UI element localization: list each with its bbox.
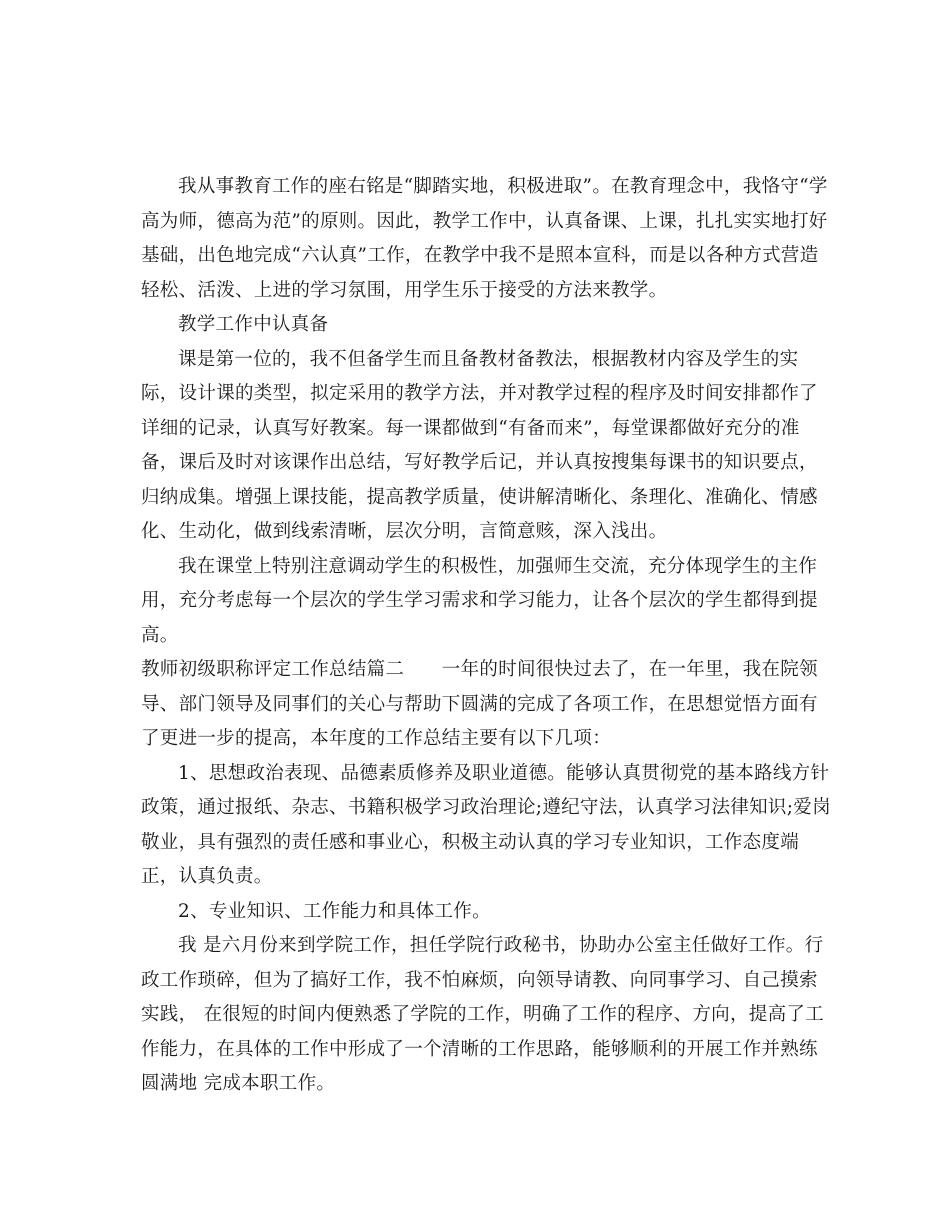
paragraph-section-heading: 教师初级职称评定工作总结篇二 一年的时间很快过去了，在一年里，我在院领导、部门领导及同事们的关心与帮助下圆满的完成了各项工作，在思想觉悟方面有了更进一步的提高，本年度的工作总结主要有以下几项： (141, 659, 818, 749)
paragraph: 我 是六月份来到学院工作，担任学院行政秘书，协助办公室主任做好工作。行政工作琐碎，但为了搞好工作，我不怕麻烦，向领导请教、向同事学习、自己摸索实践， 在很短的时间内便熟悉了学院的工作，明确了工作的程序、方向，提高了工作能力，在具体的工作中形成了一个清晰的工作思路，能够顺利的开展工作并熟练圆满地 完成本职工作。 (141, 935, 824, 1094)
paragraph: 我在课堂上特别注意调动学生的积极性，加强师生交流，充分体现学生的主作用，充分考虑每一个层次的学生学习需求和学习能力，让各个层次的学生都得到提高。 (141, 555, 818, 646)
paragraph: 教学工作中认真备 (178, 314, 329, 335)
paragraph: 我从事教育工作的座右铭是“脚踏实地，积极进取”。在教育理念中，我恪守“学高为师，德高为范”的原则。因此，教学工作中，认真备课、上课，扎扎实实地打好基础，出色地完成“六认真”工作，在教学中我不是照本宣科，而是以各种方式营造轻松、活泼、上进的学习氛围，用学生乐于接受的方法来教学。 (141, 176, 828, 301)
paragraph: 1、思想政治表现、品德素质修养及职业道德。能够认真贯彻党的基本路线方针政策，通过报纸、杂志、书籍积极学习政治理论;遵纪守法，认真学习法律知识;爱岗敬业，具有强烈的责任感和事业心，积极主动认真的学习专业知识，工作态度端正，认真负责。 (141, 762, 831, 887)
document-body (141, 170, 831, 1102)
paragraph: 2、专业知识、工作能力和具体工作。 (178, 900, 491, 922)
paragraph: 课是第一位的，我不但备学生而且备教材备教法，根据教材内容及学生的实际，设计课的类型，拟定采用的教学方法，并对教学过程的程序及时间安排都作了详细的记录，认真写好教案。每一课都做到“有备而来”，每堂课都做好充分的准备，课后及时对该课作出总结，写好教学后记，并认真按搜集每课书的知识要点，归纳成集。增强上课技能，提高教学质量，使讲解清晰化、条理化、准确化、情感化、生动化，做到线索清晰，层次分明，言简意赅，深入浅出。 (141, 348, 818, 542)
